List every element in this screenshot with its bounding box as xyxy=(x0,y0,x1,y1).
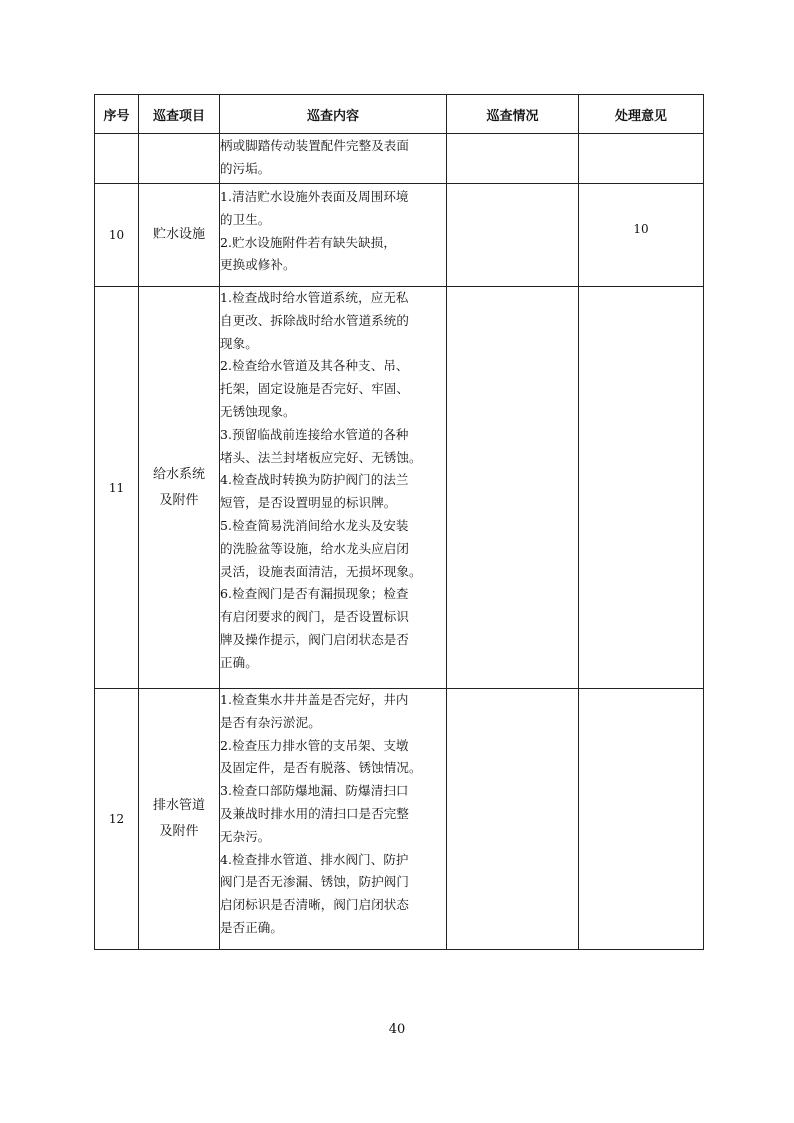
content-line: 自更改、拆除战时给水管道系统的 xyxy=(220,312,410,328)
content-line: 无杂污。 xyxy=(220,828,271,844)
row-opinion xyxy=(579,134,704,184)
row-item xyxy=(139,287,220,689)
content-line: 正确。 xyxy=(220,654,258,670)
table-row xyxy=(95,134,704,184)
content-line: 1.清洁贮水设施外表面及周围环境 xyxy=(220,189,409,204)
header-content: 巡查内容 xyxy=(220,95,447,134)
content-line: 6.检查阀门是否有漏损现象；检查 xyxy=(220,586,409,602)
header-status: 巡查情况 xyxy=(447,95,579,134)
content-line: 1.检查战时给水管道系统，应无私 xyxy=(220,290,409,305)
page-number: 40 xyxy=(388,1022,406,1037)
content-line: 有启闭要求的阀门，是否设置标识 xyxy=(220,609,410,625)
row-item: 贮水设施 xyxy=(139,184,220,287)
content-line: 现象。 xyxy=(220,335,258,351)
table-row xyxy=(95,287,704,689)
content-line: 阀门是否无渗漏、锈蚀，防护阀门 xyxy=(220,874,410,890)
row-content xyxy=(220,134,447,184)
table-row xyxy=(95,184,704,287)
item-line: 排水管道 xyxy=(152,798,205,813)
row-opinion: 10 xyxy=(579,184,704,287)
content-line: 的污垢。 xyxy=(220,160,271,176)
content-line: 短管，是否设置明显的标识牌。 xyxy=(220,495,397,511)
content-line: 4.检查排水管道、排水阀门、防护 xyxy=(220,851,409,867)
inspection-table xyxy=(94,94,704,950)
row-item xyxy=(139,689,220,950)
row-status xyxy=(447,689,579,950)
header-opinion: 处理意见 xyxy=(579,95,704,134)
header-item: 巡查项目 xyxy=(139,95,220,134)
content-line: 灵活，设施表面清洁，无损坏现象。 xyxy=(220,563,422,579)
content-line: 5.检查简易洗消间给水龙头及安装 xyxy=(220,517,409,533)
content-line: 托架，固定设施是否完好、牢固、 xyxy=(220,381,410,397)
content-line: 4.检查战时转换为防护阀门的法兰 xyxy=(220,472,409,488)
row-number: 10 xyxy=(95,184,139,287)
content-line: 3.预留临战前连接给水管道的各种 xyxy=(220,426,409,442)
content-line: 的洗脸盆等设施，给水龙头应启闭 xyxy=(220,540,410,556)
row-item xyxy=(139,134,220,184)
content-line: 2.检查给水管道及其各种支、吊、 xyxy=(220,358,409,374)
content-line: 柄或脚踏传动装置配件完整及表面 xyxy=(220,138,410,153)
row-number: 11 xyxy=(95,287,139,689)
item-line: 及附件 xyxy=(159,824,199,839)
header-no: 序号 xyxy=(95,95,139,134)
content-line: 是否正确。 xyxy=(220,919,284,935)
item-line: 给水系统 xyxy=(152,466,205,482)
row-number: 12 xyxy=(95,689,139,950)
row-opinion xyxy=(579,287,704,689)
row-content xyxy=(220,287,447,689)
row-opinion xyxy=(579,689,704,950)
content-line: 1.检查集水井井盖是否完好，井内 xyxy=(220,692,409,707)
content-line: 2.检查压力排水管的支吊架、支墩 xyxy=(220,737,409,753)
item-line: 及附件 xyxy=(159,492,199,508)
row-status xyxy=(447,184,579,287)
content-line: 是否有杂污淤泥。 xyxy=(220,714,321,730)
content-line: 3.检查口部防爆地漏、防爆清扫口 xyxy=(220,783,409,799)
row-number xyxy=(95,134,139,184)
content-line: 牌及操作提示，阀门启闭状态是否 xyxy=(220,631,410,647)
content-line: 更换或修补。 xyxy=(220,257,296,273)
table-row xyxy=(95,689,704,950)
content-line: 2.贮水设施附件若有缺失缺损， xyxy=(220,234,396,250)
content-line: 的卫生。 xyxy=(220,211,271,227)
content-line: 堵头、法兰封堵板应完好、无锈蚀。 xyxy=(220,449,422,465)
row-content xyxy=(220,689,447,950)
row-content xyxy=(220,184,447,287)
content-line: 启闭标识是否清晰，阀门启闭状态 xyxy=(220,897,410,913)
row-status xyxy=(447,134,579,184)
table-header-row xyxy=(95,95,704,134)
content-line: 无锈蚀现象。 xyxy=(220,403,296,419)
content-line: 及固定件，是否有脱落、锈蚀情况。 xyxy=(220,760,422,776)
row-status xyxy=(447,287,579,689)
content-line: 及兼战时排水用的清扫口是否完整 xyxy=(220,805,410,821)
